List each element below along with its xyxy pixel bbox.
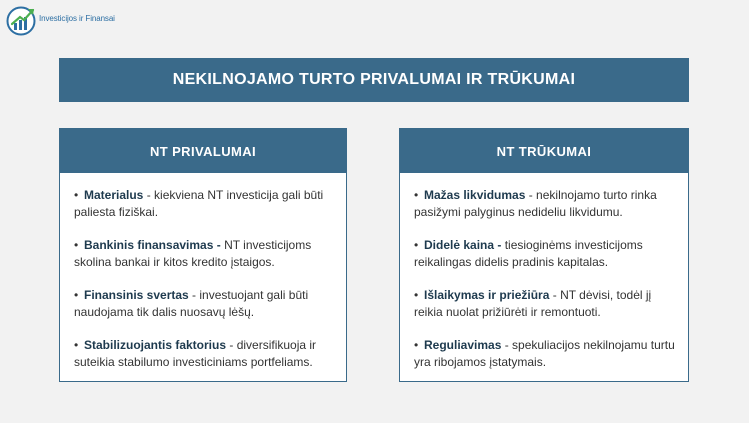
list-item <box>74 287 338 321</box>
item-term: Bankinis finansavimas - <box>84 238 225 252</box>
item-term: Reguliavimas <box>424 338 502 352</box>
item-description: NT investicijoms skolina bankai ir kitos kredito įstaigos. <box>74 238 312 269</box>
item-term: Mažas likvidumas <box>424 188 526 202</box>
advantages-header-text: NT PRIVALUMAI <box>149 143 257 159</box>
bullet-icon: • <box>414 238 419 252</box>
page-title <box>59 58 689 102</box>
bullet-icon: • <box>74 338 79 352</box>
disadvantages-list <box>400 173 688 371</box>
bullet-icon: • <box>74 188 79 202</box>
list-item <box>414 287 680 321</box>
bullet-icon: • <box>414 188 419 202</box>
disadvantages-header <box>400 129 688 173</box>
item-term: Didelė kaina - <box>424 238 505 252</box>
item-description: - investuojant gali būti naudojama tik dalis nuosavų lėšų. <box>74 288 309 319</box>
item-description: - spekuliacijos nekilnojamu turtu yra ribojamos įstatymais. <box>414 338 675 369</box>
list-item <box>74 237 338 271</box>
list-item <box>74 337 338 371</box>
item-term: Stabilizuojantis faktorius <box>84 338 227 352</box>
bullet-icon: • <box>414 338 419 352</box>
item-term: Materialus <box>84 188 144 202</box>
item-description: tiesioginėms investicijoms reikalingas didelis pradinis kapitalas. <box>414 238 643 269</box>
bullet-icon: • <box>414 288 419 302</box>
item-description: - diversifikuoja ir suteikia stabilumo investiciniams portfeliams. <box>74 338 317 369</box>
bullet-icon: • <box>74 288 79 302</box>
disadvantages-header-text: NT TRŪKUMAI <box>496 143 592 159</box>
item-term: Išlaikymas ir priežiūra <box>424 288 550 302</box>
item-description: - nekilnojamo turto rinka pasižymi palyginus nedideliu likvidumu. <box>414 188 657 219</box>
bullet-icon: • <box>74 238 79 252</box>
item-description: - NT dėvisi, todėl jį reikia nuolat prižiūrėti ir remontuoti. <box>414 288 652 319</box>
item-description: - kiekviena NT investicija gali būti paliesta fiziškai. <box>74 188 324 219</box>
item-term: Finansinis svertas <box>84 288 189 302</box>
disadvantages-panel <box>399 128 689 382</box>
list-item <box>414 337 680 371</box>
site-logo[interactable] <box>6 6 115 36</box>
list-item <box>74 187 338 221</box>
logo-text: Investicijos ir Finansai <box>39 13 115 23</box>
growth-chart-arrow-icon <box>6 6 36 36</box>
page-title-text: NEKILNOJAMO TURTO PRIVALUMAI IR TRŪKUMAI <box>172 71 576 88</box>
advantages-panel <box>59 128 347 382</box>
list-item <box>414 187 680 221</box>
list-item <box>414 237 680 271</box>
advantages-list <box>60 173 346 371</box>
advantages-header <box>60 129 346 173</box>
